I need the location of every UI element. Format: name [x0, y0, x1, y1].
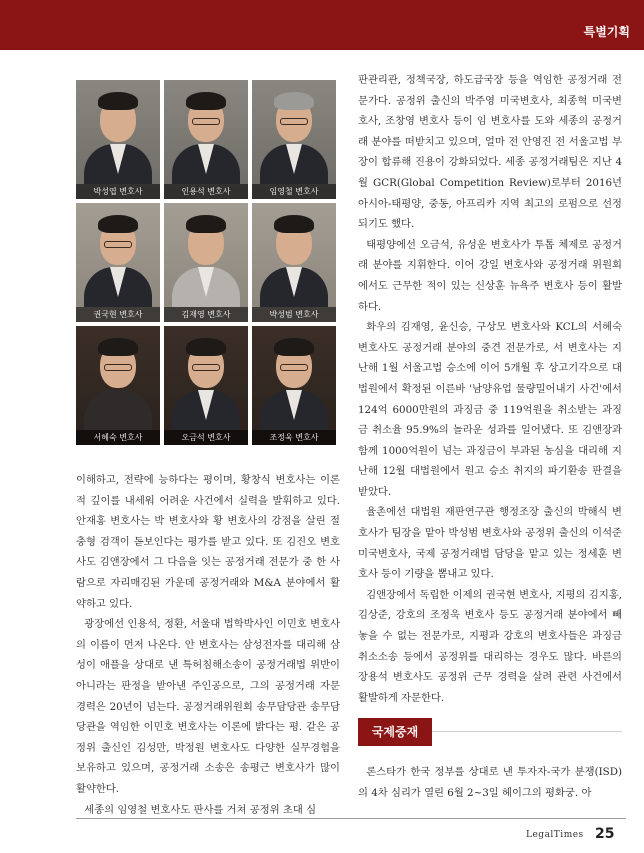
lawyer-photo [252, 203, 336, 322]
lawyer-photo-grid [76, 80, 338, 449]
footer-divider [76, 818, 626, 819]
photo-caption: 오금석 변호사 [164, 430, 248, 445]
lawyer-photo [252, 80, 336, 199]
body-paragraph: 세종의 임영철 변호사도 판사를 거쳐 공정위 초대 심 [84, 803, 317, 816]
photo-caption: 박성엽 변호사 [76, 184, 160, 199]
photo-caption: 인용석 변호사 [164, 184, 248, 199]
publication-name: LegalTimes [526, 830, 584, 840]
right-column-text [358, 70, 622, 708]
top-banner [0, 0, 644, 50]
page-number: 25 [595, 826, 615, 842]
section-tag: 특별기획 [583, 25, 630, 39]
body-paragraph: 론스타가 한국 정부를 상대로 낸 투자자-국가 분쟁(ISD)의 4차 심리가 열린 6월 2~3일 헤이그의 평화궁. 아 [358, 766, 622, 799]
body-paragraph: 판관리관, 정책국장, 하도급국장 등을 역임한 공정거래 전문가다. 공정위 출신의 박주영 미국변호사, 최종혁 미국변호사, 조창영 변호사 등이 임 변호사를 도와 세종의 공정거래 분야를 떠받치고 있으며, 얼마 전 안영진 전 서울고법 부장이 합류해 진용이 강화되었다. 세종 공정거래팀은 지난 4월 GCR(Global Competition Review)로부터 2016년 아시아-태평양, 중동, 아프리카 지역 최고의 로펌으로 선정되기도 했다. [358, 74, 622, 231]
lawyer-photo [164, 326, 248, 445]
photo-caption: 권국현 변호사 [76, 307, 160, 322]
body-paragraph: 광장에선 인용석, 정환, 서울대 법학박사인 이민호 변호사의 이름이 먼저 나온다. 안 변호사는 삼성전자를 대리해 삼성이 애플을 상대로 낸 특허침해소송이 공정거래법 위반이 아니라는 판정을 받아낸 주인공으로, 그의 공정거래 자문 경력은 20년이 넘는다. 공정거래위원회 송무담당관 송무담당관을 역임한 이민호 변호사는 이론에 밝다는 평. 같은 공정위 출신인 김성만, 박정원 변호사도 다양한 실무경험을 보유하고 있으며, 공정거래 소송은 송평근 변호사가 많이 활약한다. [76, 618, 340, 795]
photo-caption: 박성범 변호사 [252, 307, 336, 322]
body-paragraph: 태평양에선 오금석, 유성운 변호사가 투톱 체제로 공정거래 분야를 지휘한다. 이어 강일 변호사와 공정거래 위원회에서도 근무한 적이 있는 신상훈 뉴욕주 변호사 등이 활발하다. [358, 238, 622, 313]
international-section-text [358, 762, 622, 803]
photo-caption: 서혜숙 변호사 [76, 430, 160, 445]
body-paragraph: 율촌에선 대법원 재판연구관 행정조장 출신의 박해식 변호사가 팀장을 맡아 박성범 변호사와 공정위 출신의 이석준 미국변호사, 국제 공정거래법 담당을 맡고 있는 정세훈 변호사 등이 기량을 뽐내고 있다. [358, 506, 622, 581]
lawyer-photo [164, 203, 248, 322]
body-paragraph: 화우의 김재영, 윤신승, 구상모 변호사와 KCL의 서혜숙 변호사도 공정거래 분야의 중견 전문가로, 서 변호사는 지난해 1월 서울고법 승소에 이어 5개월 후 상고기각으로 대법원에서 확정된 이른바 '남양유업 물량밀어내기 사건'에서 124억 6000만원의 과징금 중 119억원을 취소받는 과징금 취소율 95.9%의 놀라운 성과를 일어냈다. 또 김앤장과 함께 1000억원이 넘는 과징금이 부과된 농심을 대리해 지난해 12월 대법원에서 원고 승소 취지의 파기환송 판결을 받았다. [358, 321, 622, 498]
lawyer-photo [76, 80, 160, 199]
lawyer-photo [76, 326, 160, 445]
subsection-heading: 국제중재 [358, 718, 432, 746]
lawyer-photo [164, 80, 248, 199]
body-paragraph: 김앤장에서 독립한 이제의 권국현 변호사, 지평의 김지홍, 김상준, 강호의 조정욱 변호사 등도 공정거래 분야에서 빼놓을 수 없는 전문가로, 지평과 강호의 변호사들은 과징금 취소소송 등에서 공정위를 대리하는 경우도 많다. 바른의 장용석 변호사도 공정위 근무 경력을 살려 관련 사건에서 활발하게 자문한다. [358, 588, 622, 704]
lawyer-photo [76, 203, 160, 322]
photo-caption: 조정욱 변호사 [252, 430, 336, 445]
photo-caption: 김재영 변호사 [164, 307, 248, 322]
lawyer-photo [252, 326, 336, 445]
photo-caption: 임영철 변호사 [252, 184, 336, 199]
body-paragraph: 이해하고, 전략에 능하다는 평이며, 황창식 변호사는 이론적 깊이를 내세워 어려운 사건에서 실력을 발휘하고 있다. 안재홍 변호사는 박 변호사와 황 변호사의 강점을 살린 절충형 검객이 돋보인다는 평가를 받고 있다. 또 김진오 변호사도 김앤장에서 그 다음을 잇는 공정거래 전문가 중 한 사람으로 자리매김된 가운데 공정거래와 M&A 분야에서 활약하고 있다. [76, 474, 340, 610]
left-column-text [76, 470, 340, 820]
